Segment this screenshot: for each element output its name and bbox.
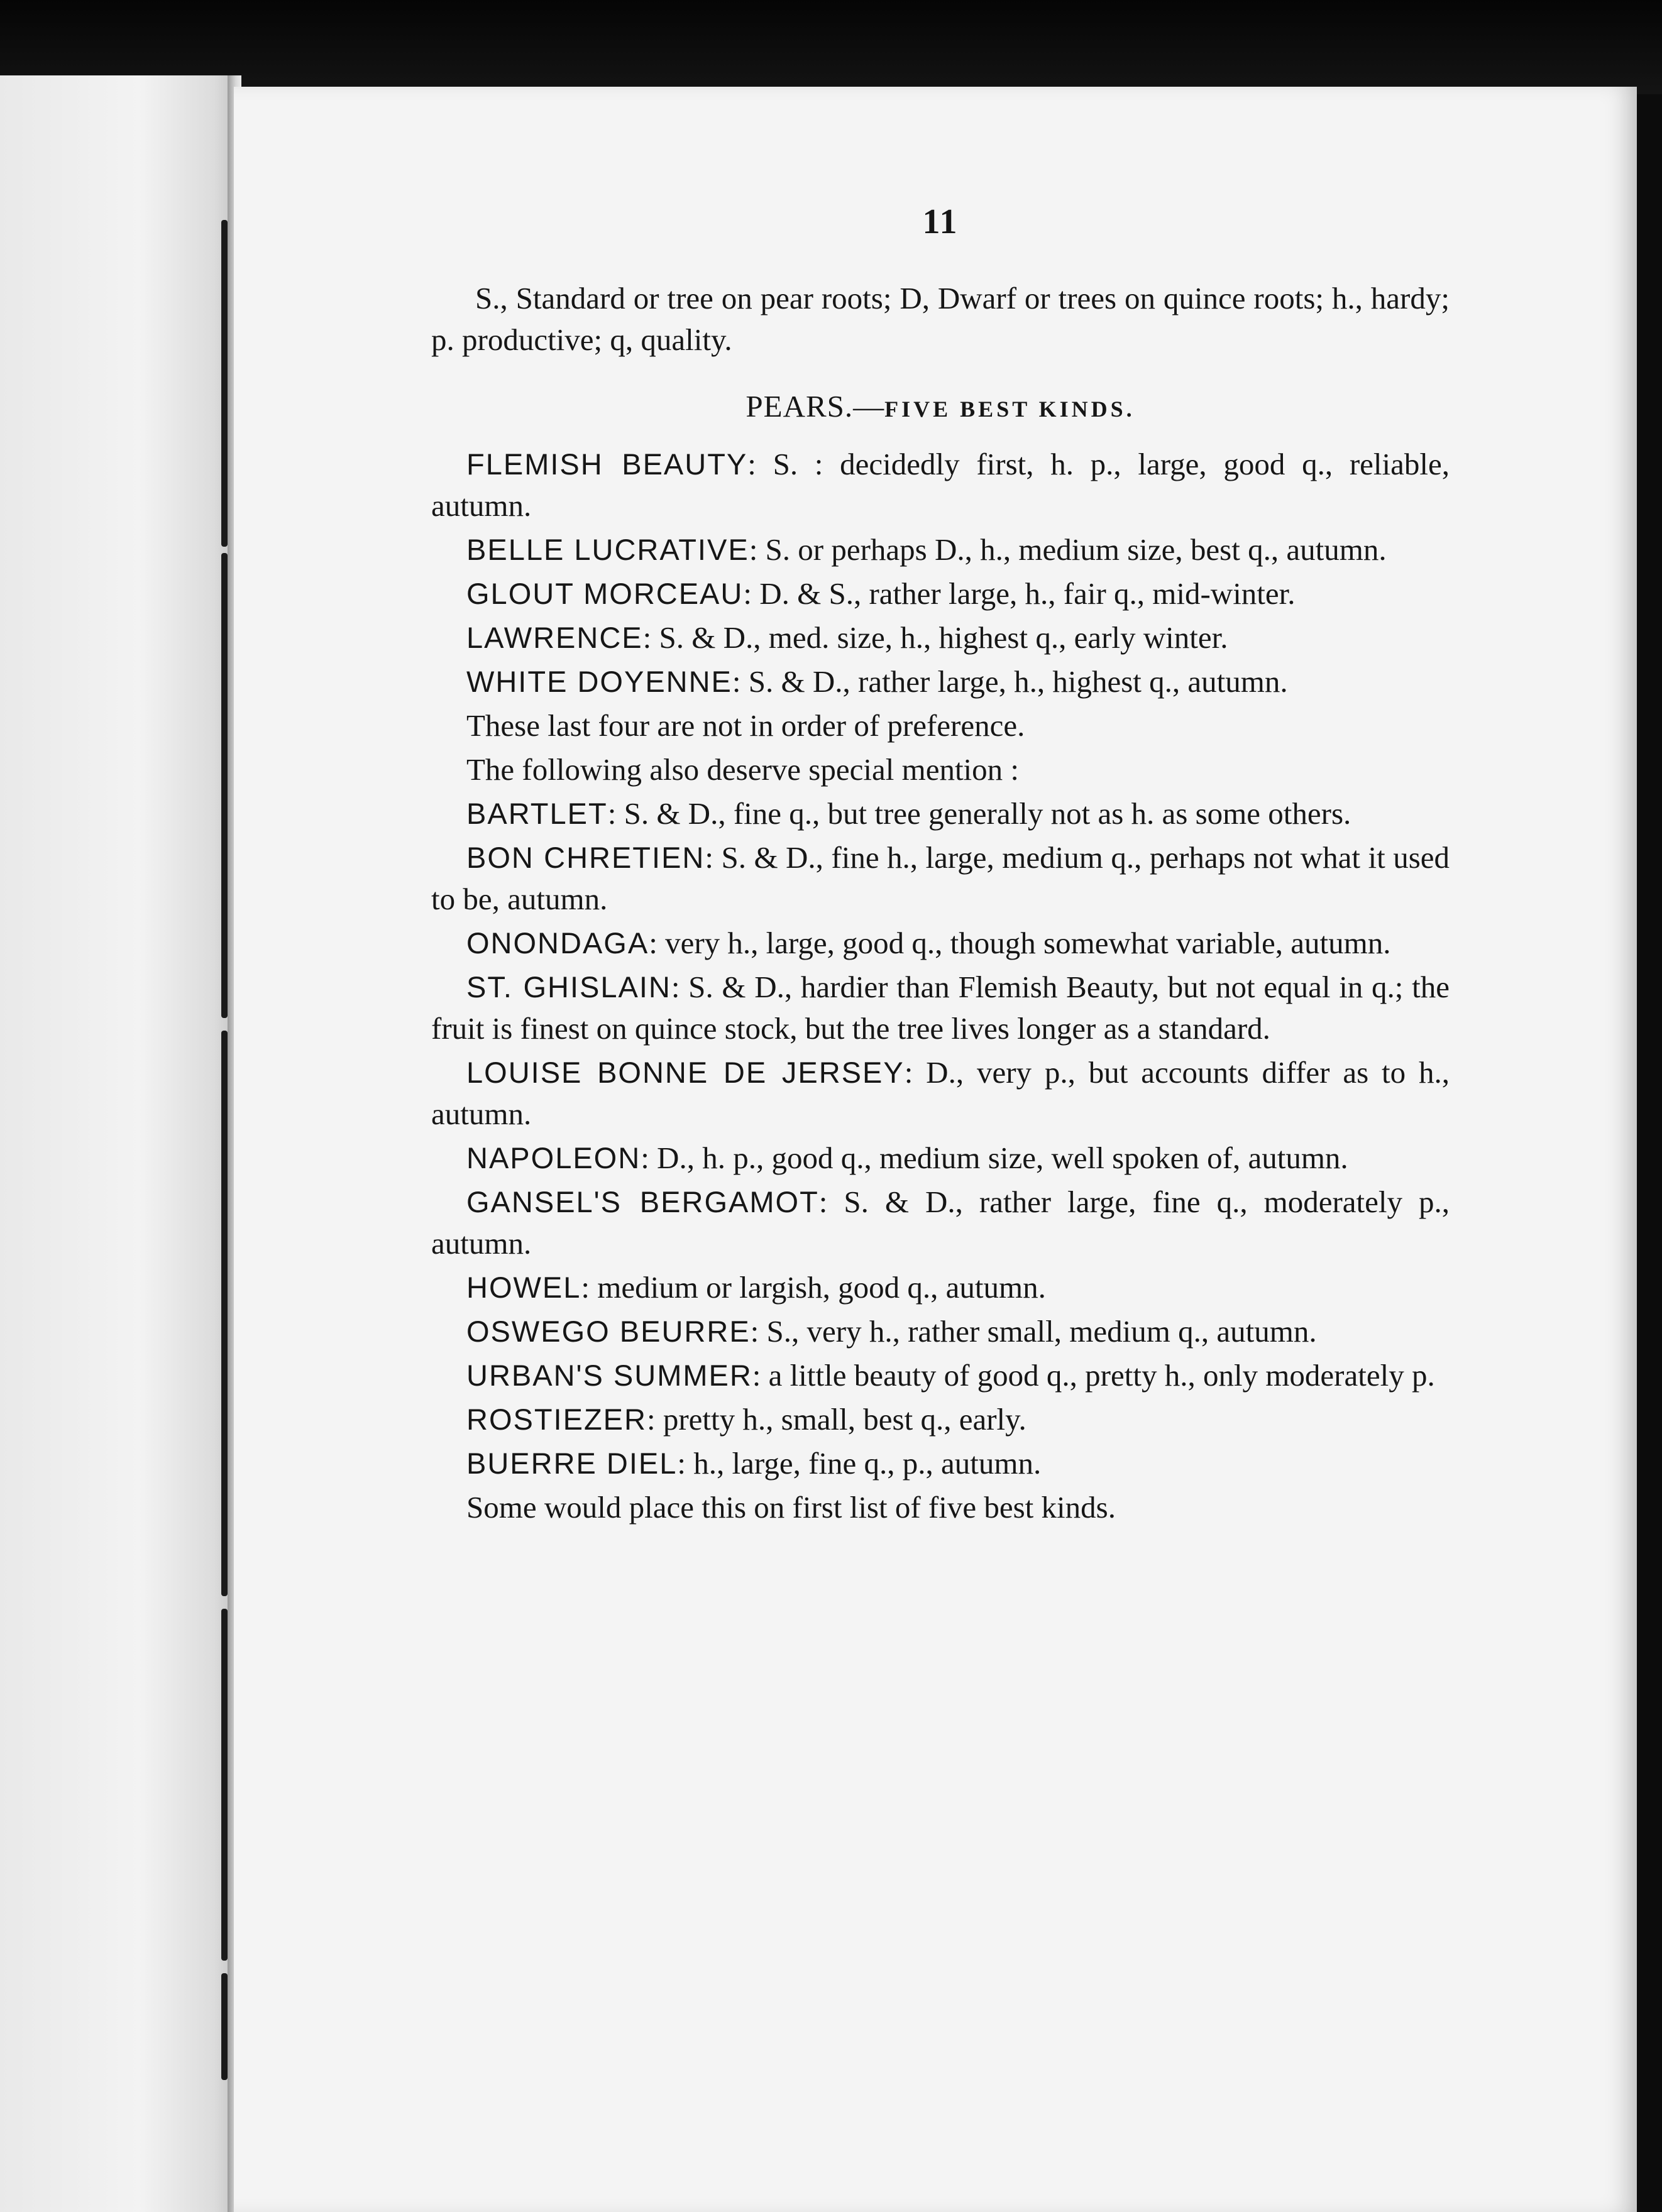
variety-description: : S. & D., fine h., large, medium q., perhaps not what it used to be, autumn. (431, 840, 1450, 916)
list-item (431, 1052, 1450, 1135)
best-kinds-list (431, 444, 1450, 703)
variety-description: : S. & D., med. size, h., highest q., early winter. (642, 620, 1228, 655)
variety-description: : very h., large, good q., though somewhat variable, autumn. (649, 926, 1391, 960)
section-heading (431, 386, 1450, 430)
variety-description: : S. & D., rather large, fine q., moderately p., autumn. (431, 1185, 1450, 1261)
closing-note: Some would place this on first list of five best kinds. (466, 1490, 1116, 1525)
list-item (431, 1443, 1450, 1484)
binding-stitch (221, 1609, 228, 1961)
variety-description: : D., very p., but accounts differ as to h., autumn. (431, 1055, 1450, 1131)
variety-name: ONONDAGA (466, 926, 649, 960)
variety-description: : S. & D., fine q., but tree generally not as h. as some others. (607, 796, 1351, 831)
variety-name: BUERRE DIEL (466, 1447, 678, 1480)
variety-description: : D., h. p., good q., medium size, well spoken of, autumn. (641, 1141, 1348, 1175)
variety-description: : h., large, fine q., p., autumn. (677, 1446, 1042, 1481)
variety-description: : medium or largish, good q., autumn. (581, 1270, 1046, 1305)
list-item (431, 1267, 1450, 1308)
list-item (431, 529, 1450, 571)
variety-name: HOWEL (466, 1271, 581, 1304)
list-item (431, 573, 1450, 615)
list-item (431, 923, 1450, 964)
variety-name: NAPOLEON (466, 1141, 641, 1174)
variety-description: : S. or perhaps D., h., medium size, best q., autumn. (749, 532, 1387, 567)
variety-description: : a little beauty of good q., pretty h., only moderately p. (752, 1358, 1435, 1393)
page-number: 11 (922, 202, 959, 241)
facing-page-edge (0, 75, 233, 2212)
list-item (431, 793, 1450, 835)
variety-name: FLEMISH BEAUTY (466, 447, 748, 481)
page-text (431, 201, 1450, 1531)
list-item (431, 1311, 1450, 1352)
abbreviation-key: S., Standard or tree on pear roots; D, Dwarf or trees on quince roots; h., hardy; p. productive; q, quality. (431, 281, 1450, 357)
following-note: The following also deserve special mention : (466, 752, 1020, 787)
variety-name: ST. GHISLAIN (466, 970, 671, 1004)
binding-stitch (221, 1973, 228, 2080)
variety-name: GANSEL'S BERGAMOT (466, 1185, 819, 1218)
variety-description: : pretty h., small, best q., early. (646, 1402, 1026, 1437)
variety-name: BARTLET (466, 797, 608, 830)
variety-name: BON CHRETIEN (466, 841, 705, 874)
list-item (431, 1181, 1450, 1264)
list-item (431, 617, 1450, 659)
variety-description: : D. & S., rather large, h., fair q., mid-winter. (743, 576, 1296, 611)
list-item (431, 966, 1450, 1049)
heading-subtitle: FIVE BEST KINDS. (884, 397, 1135, 422)
variety-name: GLOUT MORCEAU (466, 577, 744, 610)
list-item (431, 1399, 1450, 1440)
variety-name: LOUISE BONNE DE JERSEY (466, 1056, 905, 1089)
scan-background (0, 0, 1662, 94)
variety-description: : S. : decidedly first, h. p., large, good q., reliable, autumn. (431, 447, 1450, 523)
list-item (431, 661, 1450, 703)
other-kinds-list (431, 793, 1450, 1484)
list-item (431, 1137, 1450, 1179)
order-note: These last four are not in order of preference. (466, 708, 1025, 743)
list-item (431, 837, 1450, 920)
variety-name: OSWEGO BEURRE (466, 1315, 751, 1348)
binding-stitch (221, 220, 228, 547)
list-item (431, 1355, 1450, 1396)
variety-name: URBAN'S SUMMER (466, 1359, 752, 1392)
variety-description: : S. & D., hardier than Flemish Beauty, but not equal in q.; the fruit is finest on quince stock, but the tree lives longer as a standard. (431, 970, 1450, 1046)
binding-stitch (221, 1031, 228, 1596)
variety-description: : S., very h., rather small, medium q., autumn. (750, 1314, 1317, 1349)
variety-name: BELLE LUCRATIVE (466, 533, 749, 566)
variety-name: WHITE DOYENNE (466, 665, 732, 698)
variety-name: ROSTIEZER (466, 1403, 647, 1436)
variety-description: : S. & D., rather large, h., highest q., autumn. (732, 664, 1288, 699)
variety-name: LAWRENCE (466, 621, 643, 654)
heading-title: PEARS.— (746, 389, 885, 424)
binding-stitch (221, 553, 228, 1018)
list-item (431, 444, 1450, 527)
